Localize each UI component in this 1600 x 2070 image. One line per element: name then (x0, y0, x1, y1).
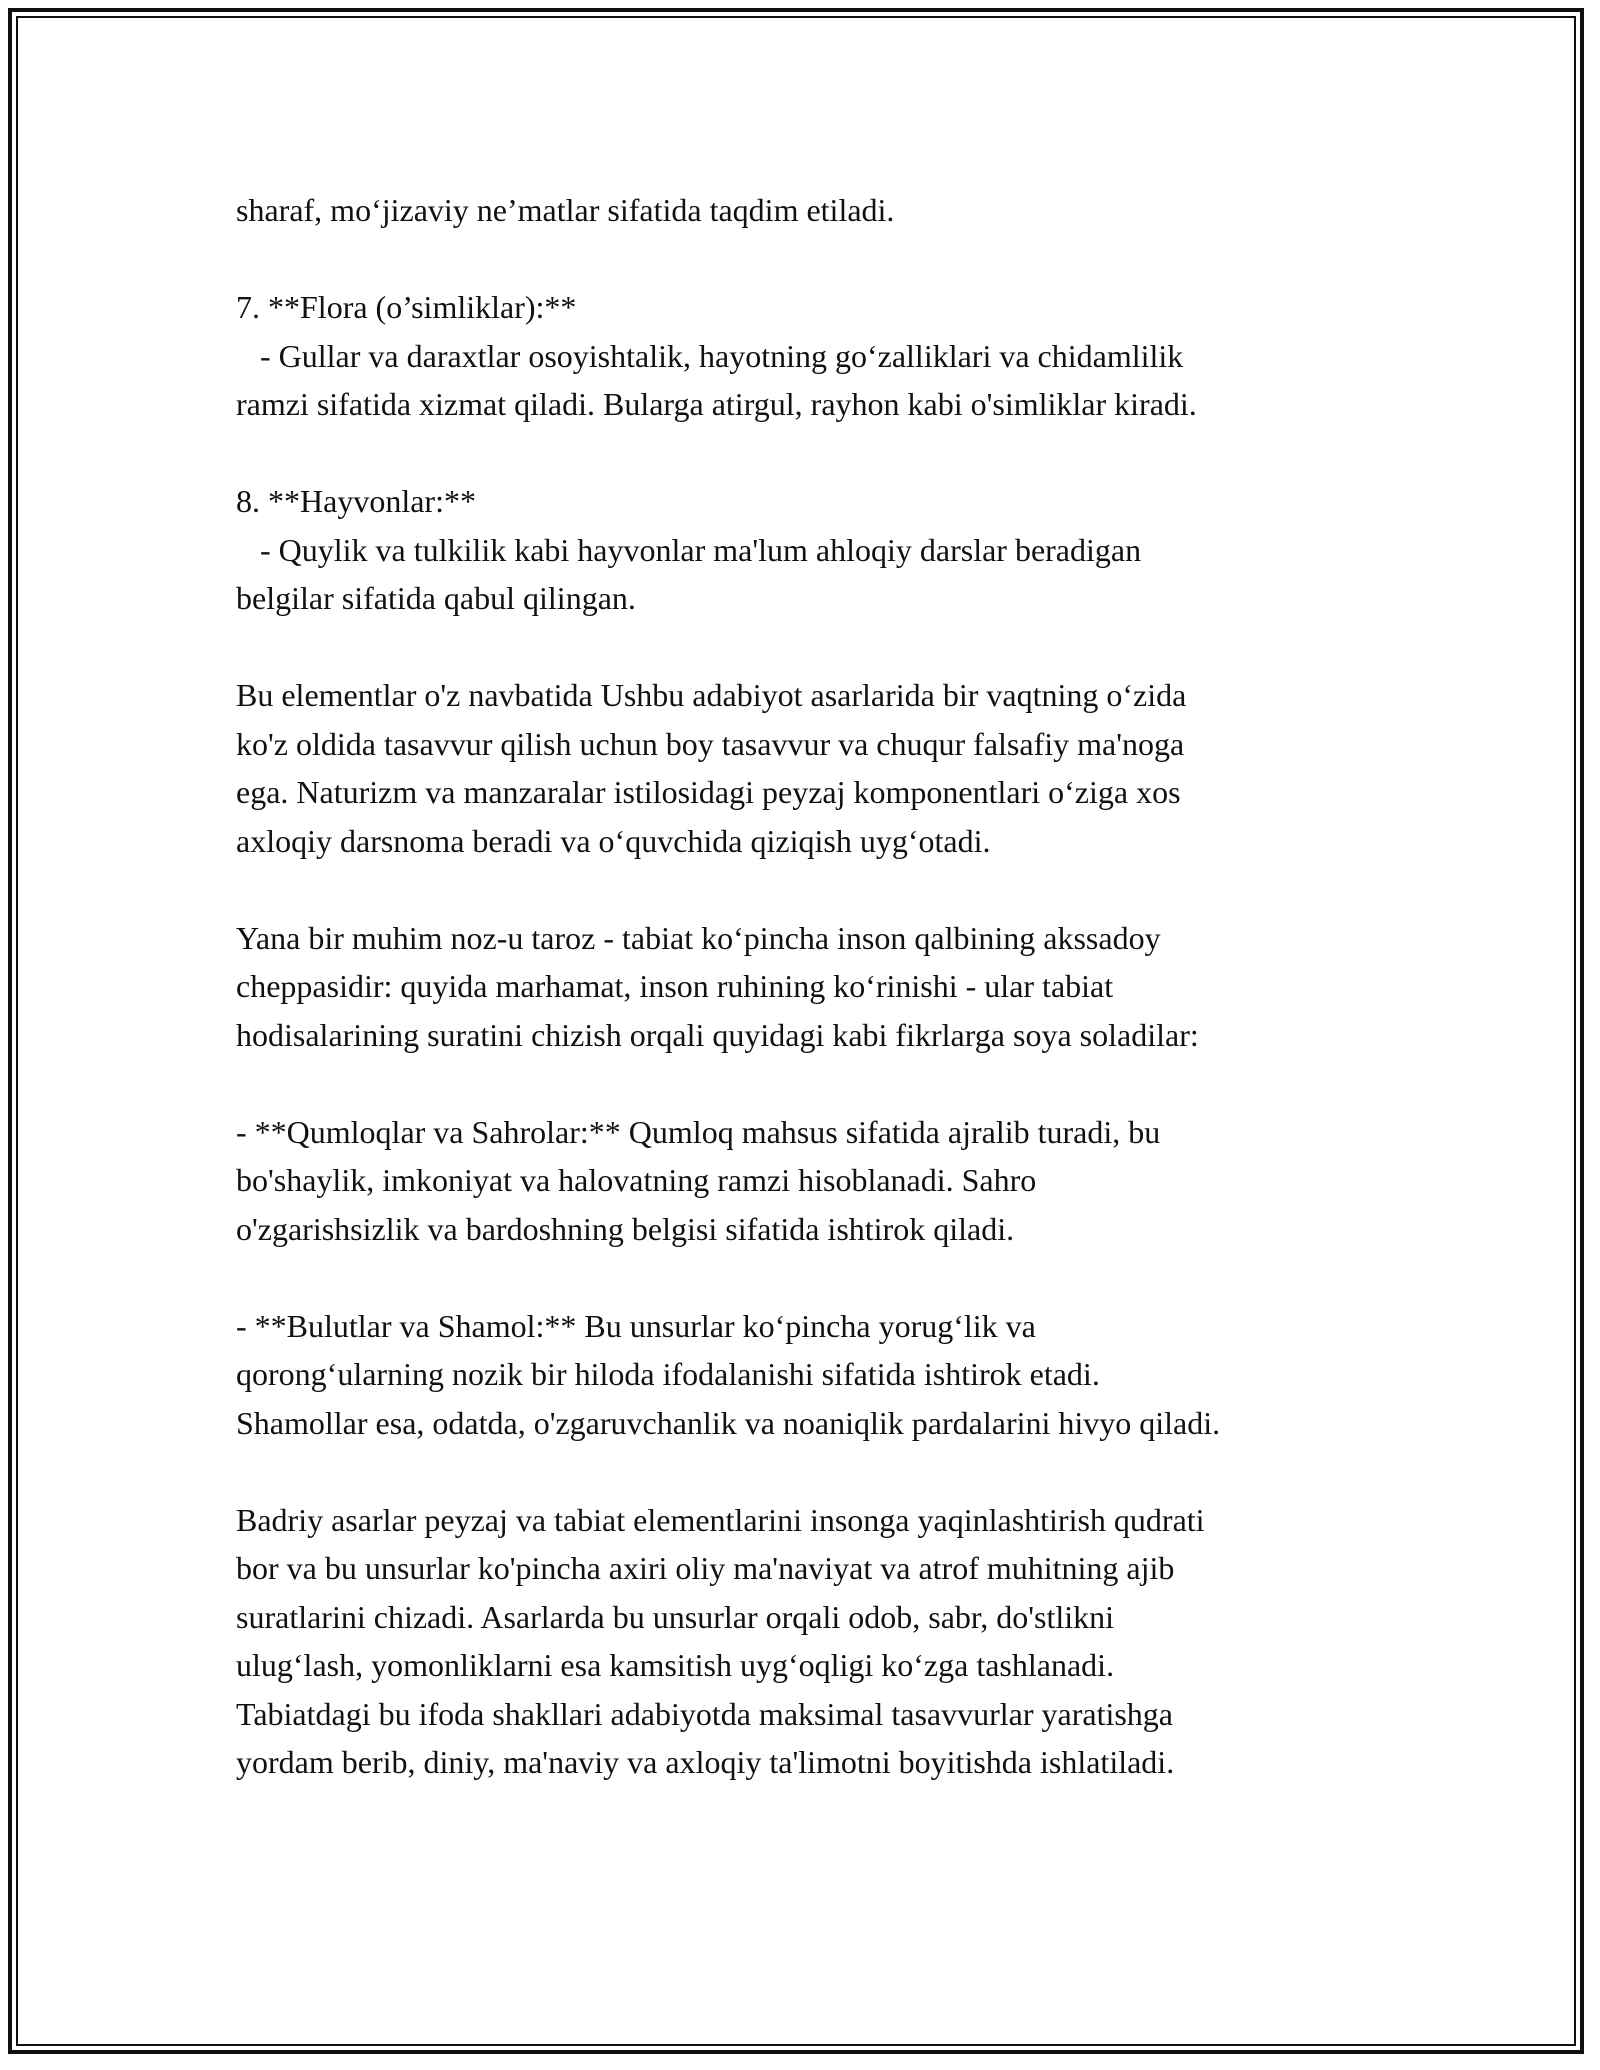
list-item-hayvonlar (236, 477, 1426, 623)
text-line: Shamollar esa, odatda, o'zgaruvchanlik va noaniqlik pardalarini hivyo qiladi. (236, 1404, 1221, 1441)
list-item-heading: 7. **Flora (o’simliklar):** (236, 289, 577, 325)
paragraph-conclusion (236, 1496, 1426, 1787)
text-line: cheppasidir: quyida marhamat, inson ruhining ko‘rinishi - ular tabiat (236, 968, 1114, 1004)
text-line: - Quylik va tulkilik kabi hayvonlar ma'lum ahloqiy darslar beradigan (236, 531, 1142, 568)
text-line: hodisalarining suratini chizish orqali quyidagi kabi fikrlarga soya soladilar: (236, 1016, 1199, 1053)
bullet-bulutlar (236, 1302, 1426, 1448)
text-line: ega. Naturizm va manzaralar istilosidagi peyzaj komponentlari o‘ziga xos (236, 774, 1181, 810)
text-line: bor va bu unsurlar ko'pincha axiri oliy ma'naviyat va atrof muhitning ajib (236, 1550, 1175, 1586)
text-line: o'zgarishsizlik va bardoshning belgisi sifatida ishtirok qiladi. (236, 1210, 1015, 1247)
paragraph-intro-tail (236, 186, 1426, 235)
paragraph-nature-echo (236, 914, 1426, 1060)
text-line: ko'z oldida tasavvur qilish uchun boy tasavvur va chuqur falsafiy ma'noga (236, 725, 1185, 762)
text-line: ulug‘lash, yomonliklarni esa kamsitish uyg‘oqligi ko‘zga tashlanadi. (236, 1647, 1115, 1683)
text-line: - Gullar va daraxtlar osoyishtalik, hayotning go‘zalliklari va chidamlilik (236, 337, 1184, 374)
text-line: bo'shaylik, imkoniyat va halovatning ramzi hisoblanadi. Sahro (236, 1162, 1037, 1198)
text-line: Yana bir muhim noz-u taroz - tabiat ko‘pincha inson qalbining akssadoy (236, 919, 1161, 956)
text-line: Bu elementlar o'z navbatida Ushbu adabiyot asarlarida bir vaqtning o‘zida (236, 677, 1187, 713)
text-line: axloqiy darsnoma beradi va o‘quvchida qiziqish uyg‘otadi. (236, 822, 991, 859)
text-line: qorong‘ularning nozik bir hiloda ifodalanishi sifatida ishtirok etadi. (236, 1356, 1100, 1392)
text-line: yordam berib, diniy, ma'naviy va axloqiy ta'limotni boyitishda ishlatiladi. (236, 1744, 1175, 1780)
text-line: - **Bulutlar va Shamol:** Bu unsurlar ko‘pincha yorug‘lik va (236, 1307, 1036, 1344)
list-item-flora (236, 283, 1426, 429)
paragraph-elements-summary (236, 671, 1426, 865)
bullet-qumloqlar (236, 1108, 1426, 1254)
text-line: suratlarini chizadi. Asarlarda bu unsurlar orqali odob, sabr, do'stlikni (236, 1598, 1115, 1635)
text-line: belgilar sifatida qabul qilingan. (236, 580, 636, 616)
list-item-heading: 8. **Hayvonlar:** (236, 483, 476, 519)
document-body (236, 186, 1426, 1787)
text-line: - **Qumloqlar va Sahrolar:** Qumloq mahsus sifatida ajralib turadi, bu (236, 1113, 1161, 1150)
text-line: Badriy asarlar peyzaj va tabiat elementlarini insonga yaqinlashtirish qudrati (236, 1501, 1205, 1538)
text-line: ramzi sifatida xizmat qiladi. Bularga atirgul, rayhon kabi o'simliklar kiradi. (236, 386, 1197, 422)
text-line: sharaf, mo‘jizaviy ne’matlar sifatida taqdim etiladi. (236, 192, 895, 228)
text-line: Tabiatdagi bu ifoda shakllari adabiyotda maksimal tasavvurlar yaratishga (236, 1695, 1173, 1732)
